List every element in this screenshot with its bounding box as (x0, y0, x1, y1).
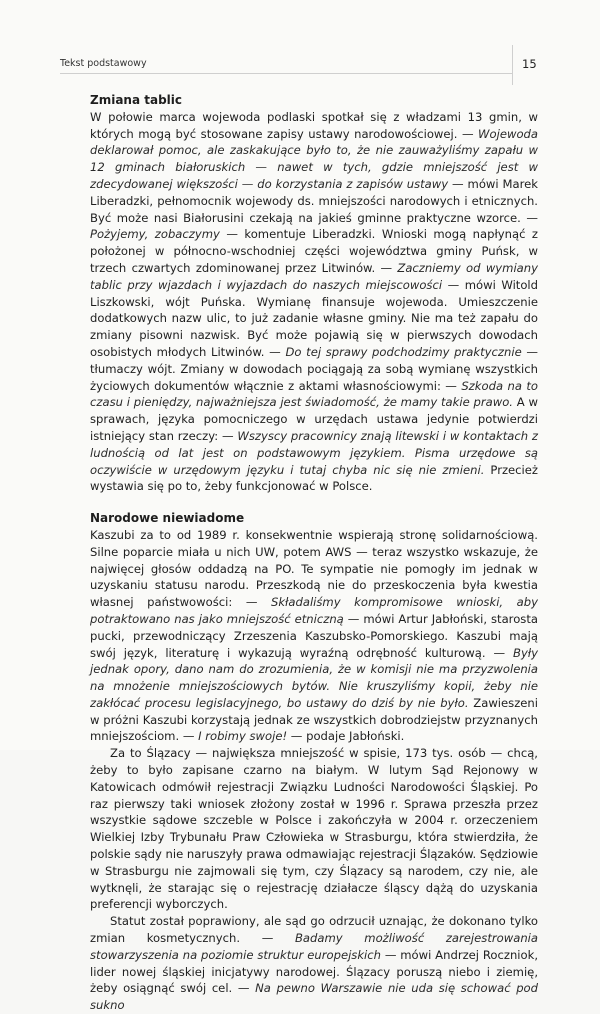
body-text: Kaszubi za to od 1989 r. konsekwentnie wspierają stronę solidarnościową. Silne poparcie miała u nich UW, potem AWS — teraz wszystko wskazuje, że najwięcej głosów oddadzą na PO. Te sympatie nie pomogły im jednak w uzyskaniu statusu narodu. Przeszkodą nie do przeskoczenia była kwestia własnej państwowości: — (90, 527, 538, 610)
body-text: Przecież wystawia się po to, żeby funkcjonować w Polsce. (90, 462, 538, 494)
paragraph (90, 913, 538, 1014)
section-zmiana-tablic (90, 92, 538, 495)
section-heading: Narodowe niewiadome (90, 511, 245, 526)
header-rule (60, 73, 512, 74)
body-text: A w sprawach, języka pomocniczego w urzędach ustawa jedynie potwierdzi istniejący stan rzeczy: — (90, 395, 538, 443)
body-text: — podaje Jabłoński. (287, 729, 405, 744)
header-divider (512, 45, 513, 85)
body-text: W połowie marca wojewoda podlaski spotkał się z władzami 13 gmin, w których mogą być stosowane zapisy ustawy narodowościowej. — (90, 109, 538, 141)
body-text: Za to Ślązacy — największa mniejszość w spisie, 173 tys. osób — chcą, żeby to było zapisane czarno na białym. W lutym Sąd Rejonowy w Katowicach odmówił rejestracji Związku Ludności Narodowości Śląskiej. Po raz pierwszy taki wniosek złożony został w 1996 r. Sprawa przeszła przez wszystkie sądowe szczeble w Polsce i zakończyła w 2004 r. orzeczeniem Wielkiej Izby Trybunału Praw Człowieka w Strasburgu, która stwierdziła, że polskie sądy nie naruszyły prawa odmawiając rejestracji Ślązaków. Sędziowie w Strasburgu nie zajmowali się tym, czy Ślązacy są narodem, czy nie, ale wytknęli, że starając się o rejestrację działacze śląscy dążą do uzyskania preferencji wyborczych. (90, 746, 538, 912)
body-text: Zawieszeni w próżni Kaszubi korzystają jednak ze wszystkich dobrodziejstw przyznanych mniejszościom. — (90, 695, 538, 744)
paragraph (90, 745, 538, 913)
body-text: Statut został poprawiony, ale sąd go odrzucił uznając, że dokonano tylko zmian kosmetycznych. — (90, 914, 538, 946)
body-text: — tłumaczy wójt. Zmiany w dowodach pociągają za sobą wymianę wszystkich życiowych dokumentów włącznie z aktami własnościowymi: — (90, 344, 538, 393)
article-body (90, 92, 538, 1014)
quote-text: Szkoda na to czasu i pieniędzy, najważniejsza jest świadomość, że mamy takie prawo. (90, 378, 538, 410)
running-header-title: Tekst podstawowy (60, 58, 147, 69)
body-text: — mówi Witold Liszkowski, wójt Puńska. Wymianę finansuje wojewoda. Umieszczenie dodatkowych nazw ulic, to już zadanie własne gminy. Nie ma też zapału do zmiany pisowni nazwisk. Być może pojawią się w pierwszych dowodach osobistych młodych Litwinów. — (90, 277, 539, 359)
paragraph (90, 527, 538, 745)
body-text: — mówi Marek Liberadzki, pełnomocnik wojewody ds. mniejszości narodowych i etnicznych. Być może nasi Białorusini czekają na jakieś gminne praktyczne wzorce. — (90, 176, 538, 225)
quote-text: Były jednak opory, dano nam do zrozumienia, że w komisji nie ma przyzwolenia na mnożenie mniejszościowych bytów. Nie kruszyliśmy kopii, żeby nie zakłócać procesu legislacyjnego, bo ustawy do dziś by nie było. (90, 645, 538, 710)
body-text: — komentuje Liberadzki. Wnioski mogą napłynąć z położonej w północno-wschodniej części województwa gminy Puńsk, w trzech czwartych zdominowanej przez Litwinów. — (90, 227, 539, 275)
quote-text: Do tej sprawy podchodzimy praktycznie (285, 344, 522, 359)
quote-text: Składaliśmy kompromisowe wnioski, aby potraktowano nas jako mniejszość etniczną (90, 595, 538, 626)
quote-text: Zaczniemy od wymiany tablic przy wjazdach i wyjazdach do naszych miejscowości (90, 260, 538, 292)
quote-text: Badamy możliwość zarejestrowania stowarzyszenia na poziomie struktur europejskich (90, 931, 538, 962)
quote-text: Wszyscy pracownicy znają litewski i w kontaktach z ludnością od lat jest on podstawowym językiem. Pisma urzędowe są oczywiście w urzędowym języku i tutaj chyba nic się nie zmieni. (90, 428, 538, 477)
body-text: — mówi Artur Jabłoński, starosta pucki, przewodniczący Zrzeszenia Kaszubsko-Pomorskiego. Kaszubi mają swój język, literaturę i wykazują wyraźną odrębność kulturową. — (90, 611, 538, 660)
body-text: — mówi Andrzej Roczniok, lider nowej śląskiej inicjatywy narodowej. Ślązacy poruszą niebo i ziemię, żeby osiągnąć swój cel. — (90, 947, 539, 996)
section-heading: Zmiana tablic (90, 93, 182, 107)
section-narodowe-niewiadome (90, 510, 538, 1014)
quote-text: I robimy swoje! (198, 729, 288, 744)
quote-text: Na pewno Warszawie nie uda się schować pod sukno (90, 981, 539, 1013)
quote-text: Pożyjemy, zobaczymy (90, 227, 220, 242)
paragraph (90, 109, 538, 495)
page-number: 15 (522, 57, 537, 71)
quote-text: Wojewoda deklarował pomoc, ale zaskakujące było to, że nie zauważyliśmy zapału w 12 gminach białoruskich — nawet w tych, gdzie mniejszość jest w zdecydowanej większości — do korzystania z zapisów ustawy (90, 126, 538, 191)
